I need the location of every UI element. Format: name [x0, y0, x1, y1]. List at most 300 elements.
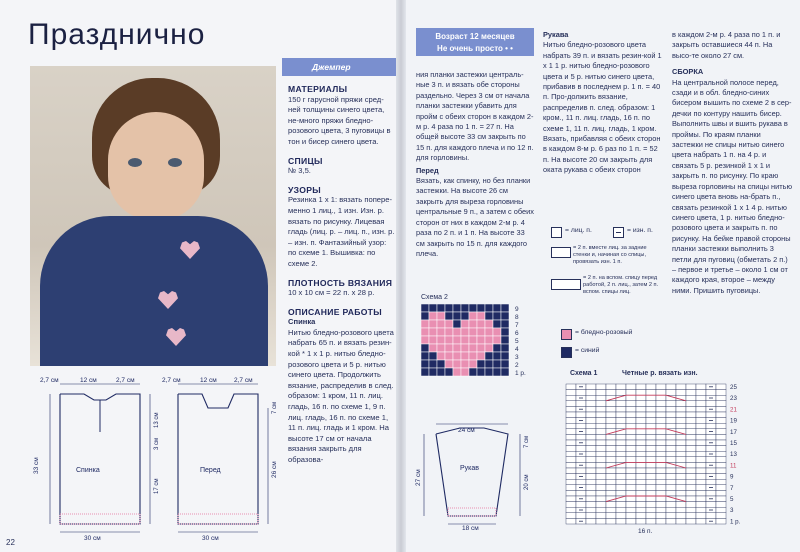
scheme2-cell — [477, 304, 485, 312]
scheme2-label: Схема 2 — [421, 294, 448, 301]
scheme1-cell — [586, 518, 596, 524]
scheme1-cell — [696, 474, 706, 480]
scheme1-cell — [626, 446, 636, 452]
scheme1-cell — [626, 384, 636, 390]
scheme1-cell — [716, 513, 726, 519]
back-mid-dim-3: 17 см — [154, 478, 160, 494]
scheme1-cell — [626, 474, 636, 480]
scheme1-cell — [566, 518, 576, 524]
sleeves-heading: Рукава — [543, 30, 569, 39]
scheme1-row-label: 5 — [730, 496, 734, 503]
scheme2-cell — [477, 336, 485, 344]
scheme1-cell — [706, 490, 716, 496]
scheme2-cell — [421, 336, 429, 344]
scheme1-cell — [676, 513, 686, 519]
text-column-3 — [416, 70, 534, 259]
scheme2-cell — [445, 328, 453, 336]
scheme1-cell — [636, 390, 646, 396]
scheme1-cell — [706, 479, 716, 485]
scheme1-cell — [586, 434, 596, 440]
scheme2-cell — [421, 352, 429, 360]
scheme1-cell — [636, 496, 646, 502]
back-piece-label: Спинка — [76, 467, 100, 474]
scheme2-cell — [485, 368, 493, 376]
scheme2-cell — [437, 344, 445, 352]
front-top-dim-1: 2,7 см — [162, 377, 181, 384]
scheme2-cell — [445, 368, 453, 376]
back-top-dim-3: 2,7 см — [116, 377, 135, 384]
scheme1-cell — [666, 518, 676, 524]
scheme1-cell — [666, 384, 676, 390]
scheme1-cell — [646, 518, 656, 524]
scheme1-cell — [596, 462, 606, 468]
scheme1-cell — [586, 457, 596, 463]
scheme1-cell — [616, 446, 626, 452]
scheme1-cell — [596, 518, 606, 524]
scheme1-cell — [626, 513, 636, 519]
scheme2-cell — [485, 304, 493, 312]
scheme1-cell — [716, 412, 726, 418]
scheme1-cell — [656, 401, 666, 407]
text-column-5 — [672, 30, 792, 296]
scheme1-cell — [566, 479, 576, 485]
scheme1-cell — [656, 462, 666, 468]
scheme1-cell — [606, 406, 616, 412]
scheme2-cell — [477, 320, 485, 328]
scheme1-cell — [586, 490, 596, 496]
scheme1-cell — [696, 518, 706, 524]
scheme1-cell — [616, 423, 626, 429]
scheme1-cell — [646, 440, 656, 446]
scheme1-cell — [576, 446, 586, 452]
scheme1-cell — [636, 446, 646, 452]
scheme2-cell — [437, 336, 445, 344]
scheme1-cell — [676, 401, 686, 407]
back-heading: Спинка — [288, 317, 316, 327]
scheme1-cell — [636, 412, 646, 418]
scheme1-cell — [676, 423, 686, 429]
scheme1-cell — [626, 429, 636, 435]
scheme1-cell — [696, 462, 706, 468]
scheme1-cell — [646, 401, 656, 407]
scheme1-cell — [696, 468, 706, 474]
scheme2-cell — [437, 328, 445, 336]
scheme1-cell — [586, 418, 596, 424]
scheme2-cell — [437, 352, 445, 360]
assembly-heading: СБОРКА — [672, 67, 704, 77]
scheme1-cell — [696, 479, 706, 485]
legend-cable: = 2 п. на вспом. спицу перед работой, 2 п. лиц., затем 2 п. вспом. спицы лиц. — [583, 275, 659, 295]
sleeves-text: Нитью бледно-розового цвета набрать 39 п. и вязать резин-кой 1 х 1 1 р. нитью бледно-розового цвета и 5 р. нитью синего цвета, прибавив в последнем р. 1 п. = 40 п. Про-должить вязание, распределив п. след. образом: 1 кром., 11 п. лиц. гладь, 16 п. по схеме 1, 11 п. лиц. гладь, 1 кром. Вязать, прибавляя с обеих сторон в каждом 8-м р. 6 раз по 1 п. = 52 п. На высоте 20 см закрыть для окатa рукава с обеих сторон — [543, 40, 662, 175]
scheme1-cell — [606, 446, 616, 452]
scheme1-cell — [616, 434, 626, 440]
scheme1-cell — [686, 457, 696, 463]
scheme2-cell — [461, 328, 469, 336]
scheme1-cell — [676, 474, 686, 480]
scheme1-cell — [676, 457, 686, 463]
scheme1-cell — [656, 479, 666, 485]
scheme1-cell — [696, 412, 706, 418]
scheme1-cell — [606, 474, 616, 480]
scheme1-cell — [626, 401, 636, 407]
scheme1-cell — [666, 451, 676, 457]
back-width-dim: 30 см — [84, 535, 101, 542]
scheme1-cell — [716, 502, 726, 508]
scheme1-cell — [716, 384, 726, 390]
scheme1-cell — [696, 513, 706, 519]
scheme1-cell — [606, 485, 616, 491]
scheme1-cell — [686, 451, 696, 457]
scheme1-cell — [716, 474, 726, 480]
scheme1-cell — [596, 468, 606, 474]
scheme2-cell — [501, 336, 509, 344]
scheme1-cell — [596, 412, 606, 418]
scheme2-cell — [453, 352, 461, 360]
front-height-dim: 26 см — [271, 461, 278, 478]
scheme1-row-label: 3 — [730, 507, 734, 515]
difficulty-line: Не очень просто • • — [437, 44, 513, 53]
scheme2-cell — [469, 336, 477, 344]
scheme1-cell — [596, 451, 606, 457]
scheme2-cell — [429, 328, 437, 336]
scheme1-cell — [656, 446, 666, 452]
scheme1-cell — [716, 418, 726, 424]
scheme1-row-label: 21 — [730, 406, 737, 414]
front-top-dim-2: 12 см — [200, 377, 217, 384]
scheme1-cell — [686, 462, 696, 468]
age-box — [416, 28, 534, 56]
scheme2-cell — [485, 352, 493, 360]
scheme1-cell — [606, 490, 616, 496]
scheme1-cell — [676, 406, 686, 412]
scheme2-cell — [493, 304, 501, 312]
scheme1-cell — [616, 518, 626, 524]
scheme1-cell — [656, 474, 666, 480]
scheme1-cell — [656, 395, 666, 401]
scheme1-cell — [706, 502, 716, 508]
scheme1-cell — [596, 429, 606, 435]
scheme1-cell — [596, 446, 606, 452]
scheme1-cell — [636, 384, 646, 390]
scheme1-cell — [596, 440, 606, 446]
scheme1-cell — [646, 412, 656, 418]
scheme1-cell — [566, 446, 576, 452]
scheme1-cell — [636, 485, 646, 491]
scheme1-cell — [646, 429, 656, 435]
scheme1-cell — [586, 479, 596, 485]
scheme1-cell — [636, 474, 646, 480]
scheme2-cell — [445, 344, 453, 352]
sleeve-top-dim: 24 см — [458, 427, 475, 434]
scheme2-cell — [469, 344, 477, 352]
scheme1-cell — [616, 490, 626, 496]
scheme2-row-label: 4 — [515, 346, 519, 353]
scheme2-cell — [469, 368, 477, 376]
scheme1-cell — [596, 507, 606, 513]
scheme1-cell — [586, 401, 596, 407]
scheme1-cell — [566, 418, 576, 424]
scheme1-cell — [586, 446, 596, 452]
scheme2-cell — [429, 352, 437, 360]
scheme1-cell — [576, 513, 586, 519]
scheme1-cell — [636, 406, 646, 412]
scheme1-cell — [676, 412, 686, 418]
scheme1-cell — [716, 406, 726, 412]
scheme1-cell — [666, 490, 676, 496]
scheme1-cell — [626, 457, 636, 463]
scheme2-row-label: 1 р. — [515, 370, 526, 377]
scheme1-cell — [616, 507, 626, 513]
scheme1-cell — [656, 496, 666, 502]
scheme1-cell — [576, 490, 586, 496]
scheme1-cell — [606, 401, 616, 407]
scheme1-cell — [686, 418, 696, 424]
scheme1-cell — [656, 457, 666, 463]
scheme1-cell — [716, 434, 726, 440]
scheme1-cell — [566, 457, 576, 463]
scheme2-row-label: 9 — [515, 306, 519, 313]
scheme2-cell — [445, 352, 453, 360]
back-continued-text: ния планки застежки централь-ные 3 п. и вязать обе стороны раздельно. Через 3 см от начала планки застежки убавить для пройм с обеих сторон в каждом 2-м р. 4 раза по 1 п. = 27 п. На общей высоте 33 см закрыть по 15 п. для каждого плеча и по 12 п. для горловины. — [416, 70, 534, 163]
scheme1-cell — [586, 507, 596, 513]
scheme1-cell — [606, 457, 616, 463]
scheme1-cell — [566, 423, 576, 429]
scheme1-cell — [656, 490, 666, 496]
sleeve-cap-dim: 7 см — [524, 435, 530, 448]
needles-heading: СПИЦЫ — [288, 155, 323, 166]
scheme1-cell — [626, 406, 636, 412]
scheme1-cell — [566, 412, 576, 418]
scheme2-cell — [485, 344, 493, 352]
scheme1-cell — [606, 412, 616, 418]
scheme1-cell — [696, 440, 706, 446]
scheme1-cell — [666, 390, 676, 396]
scheme2-cell — [477, 344, 485, 352]
scheme2-cell — [445, 360, 453, 368]
scheme1-cell — [566, 502, 576, 508]
scheme1-cell — [626, 462, 636, 468]
scheme1-cell — [716, 401, 726, 407]
scheme1-cell — [646, 423, 656, 429]
scheme1-cell — [696, 496, 706, 502]
scheme1-cell — [666, 401, 676, 407]
legend-blue: = синий — [575, 347, 600, 354]
scheme1-cell — [586, 474, 596, 480]
scheme1-cell — [646, 513, 656, 519]
scheme1-cell — [676, 390, 686, 396]
back-top-dim-2: 12 см — [80, 377, 97, 384]
scheme2-cell — [493, 328, 501, 336]
scheme1-cell — [706, 390, 716, 396]
scheme1-cell — [716, 457, 726, 463]
scheme1-cell — [566, 406, 576, 412]
scheme1-cell — [636, 468, 646, 474]
scheme1-cell — [686, 434, 696, 440]
scheme1-cell — [616, 451, 626, 457]
scheme1-cell — [656, 406, 666, 412]
scheme1-cell — [626, 395, 636, 401]
patterns-heading: УЗОРЫ — [288, 184, 321, 195]
scheme2-cell — [485, 312, 493, 320]
scheme1-cell — [566, 513, 576, 519]
scheme1-cell — [586, 423, 596, 429]
scheme1-cell — [686, 401, 696, 407]
scheme1-cell — [626, 496, 636, 502]
scheme1-cell — [576, 457, 586, 463]
child-photo — [30, 66, 276, 366]
scheme1-cell — [666, 412, 676, 418]
scheme1-cell — [566, 474, 576, 480]
scheme1-cell — [656, 518, 666, 524]
scheme1-cell — [616, 440, 626, 446]
scheme1-cell — [676, 485, 686, 491]
scheme1-cell — [576, 401, 586, 407]
scheme2-cell — [493, 320, 501, 328]
scheme2-row-label: 7 — [515, 322, 519, 329]
scheme2-cell — [421, 360, 429, 368]
scheme1-cell — [636, 457, 646, 463]
scheme1-cell — [596, 502, 606, 508]
scheme1-cell — [686, 384, 696, 390]
scheme2-cell — [453, 320, 461, 328]
scheme2-cell — [461, 312, 469, 320]
scheme2-cell — [453, 328, 461, 336]
scheme1-cell — [686, 468, 696, 474]
scheme1-cell — [706, 446, 716, 452]
scheme2-cell — [421, 312, 429, 320]
scheme1-cell — [616, 474, 626, 480]
scheme1-cell — [606, 518, 616, 524]
scheme1-cell — [696, 446, 706, 452]
scheme1-row-label: 7 — [730, 484, 734, 492]
scheme1-cell — [696, 423, 706, 429]
scheme2-cell — [493, 336, 501, 344]
scheme1-row-label: 11 — [730, 462, 737, 470]
scheme1-cell — [626, 390, 636, 396]
scheme1-cell — [636, 479, 646, 485]
scheme2-cell — [453, 336, 461, 344]
scheme1-chart — [562, 380, 770, 540]
scheme1-cell — [586, 502, 596, 508]
scheme1-cell — [636, 490, 646, 496]
back-mid-dim-1: 13 см — [154, 412, 160, 428]
scheme2-cell — [453, 304, 461, 312]
scheme2-cell — [469, 304, 477, 312]
scheme1-cell — [676, 451, 686, 457]
scheme1-cell — [676, 479, 686, 485]
scheme1-cell — [646, 451, 656, 457]
scheme1-cell — [656, 468, 666, 474]
scheme1-cell — [716, 440, 726, 446]
scheme1-cell — [666, 479, 676, 485]
scheme1-cell — [666, 457, 676, 463]
scheme2-cell — [461, 320, 469, 328]
scheme2-cell — [461, 304, 469, 312]
front-text: Вязать, как спинку, но без планки застежки. На высоте 26 см закрыть для выреза горловины центральные 9 п., а затем с обеих сторон от них в каждом 2-м р. 4 раза по 2 п. и 1 п. На высоте 33 см закрыть по 15 п. для каждого плеча. — [416, 176, 534, 258]
scheme1-cell — [576, 412, 586, 418]
scheme1-cell — [566, 440, 576, 446]
scheme1-cell — [636, 423, 646, 429]
scheme1-cell — [656, 412, 666, 418]
scheme1-cell — [626, 490, 636, 496]
needles-text: № 3,5. — [288, 166, 311, 176]
scheme1-cell — [596, 418, 606, 424]
scheme1-cell — [626, 507, 636, 513]
scheme1-cell — [676, 446, 686, 452]
scheme1-cell — [686, 496, 696, 502]
scheme2-chart — [421, 304, 531, 384]
scheme1-cell — [576, 479, 586, 485]
age-line: Возраст 12 месяцев — [435, 32, 515, 41]
scheme1-cell — [586, 496, 596, 502]
scheme2-cell — [493, 352, 501, 360]
scheme1-cell — [686, 474, 696, 480]
scheme1-cell — [656, 507, 666, 513]
scheme2-cell — [501, 328, 509, 336]
scheme2-cell — [421, 344, 429, 352]
scheme1-cell — [636, 395, 646, 401]
scheme1-cell — [696, 390, 706, 396]
scheme2-cell — [493, 312, 501, 320]
sleeve-end-text: в каждом 2-м р. 4 раза по 1 п. и закрыть оставшиеся 44 п. На высо-те около 27 см. — [672, 30, 781, 60]
scheme2-cell — [477, 312, 485, 320]
scheme2-row-label: 3 — [515, 354, 519, 361]
front-piece-label: Перед — [200, 467, 221, 474]
scheme1-cell — [706, 468, 716, 474]
scheme1-cell — [716, 479, 726, 485]
scheme1-cell — [626, 485, 636, 491]
scheme1-cell — [566, 401, 576, 407]
scheme1-cell — [586, 384, 596, 390]
scheme2-cell — [477, 352, 485, 360]
scheme1-cell — [696, 451, 706, 457]
sleeve-mid-dim: 20 см — [524, 474, 530, 490]
scheme1-cell — [696, 401, 706, 407]
scheme1-cell — [666, 434, 676, 440]
scheme2-cell — [469, 352, 477, 360]
scheme1-cell — [566, 507, 576, 513]
scheme2-cell — [429, 360, 437, 368]
scheme1-cell — [636, 401, 646, 407]
scheme1-cell — [716, 395, 726, 401]
scheme1-cell — [686, 518, 696, 524]
scheme2-cell — [437, 312, 445, 320]
scheme1-cell — [626, 502, 636, 508]
scheme2-cell — [445, 312, 453, 320]
scheme1-cell — [606, 390, 616, 396]
legend-purl: = изн. п. — [627, 227, 653, 234]
scheme1-cell — [636, 507, 646, 513]
scheme1-cell — [566, 384, 576, 390]
symbol-legend — [543, 217, 665, 367]
scheme2-cell — [429, 312, 437, 320]
scheme1-cell — [716, 429, 726, 435]
patterns-text: Резинка 1 х 1: вязать попере-менно 1 лиц., 1 изн. Изн. р. вязать по рисунку. Лицевая гладь (лиц. р. – лиц. п., изн. р. – изн. п. Фантазийный узор: по схеме 1. Вышивка: по схеме 2. — [288, 195, 395, 268]
scheme1-cell — [716, 468, 726, 474]
scheme1-cell — [606, 502, 616, 508]
scheme1-cell — [596, 457, 606, 463]
scheme2-cell — [493, 360, 501, 368]
scheme1-cell — [646, 468, 656, 474]
scheme1-cell — [626, 434, 636, 440]
scheme1-cell — [646, 462, 656, 468]
scheme1-cell — [576, 502, 586, 508]
scheme2-cell — [453, 344, 461, 352]
scheme1-label: Схема 1 — [570, 370, 598, 377]
scheme1-cell — [676, 490, 686, 496]
scheme1-cell — [716, 423, 726, 429]
scheme1-cell — [666, 440, 676, 446]
